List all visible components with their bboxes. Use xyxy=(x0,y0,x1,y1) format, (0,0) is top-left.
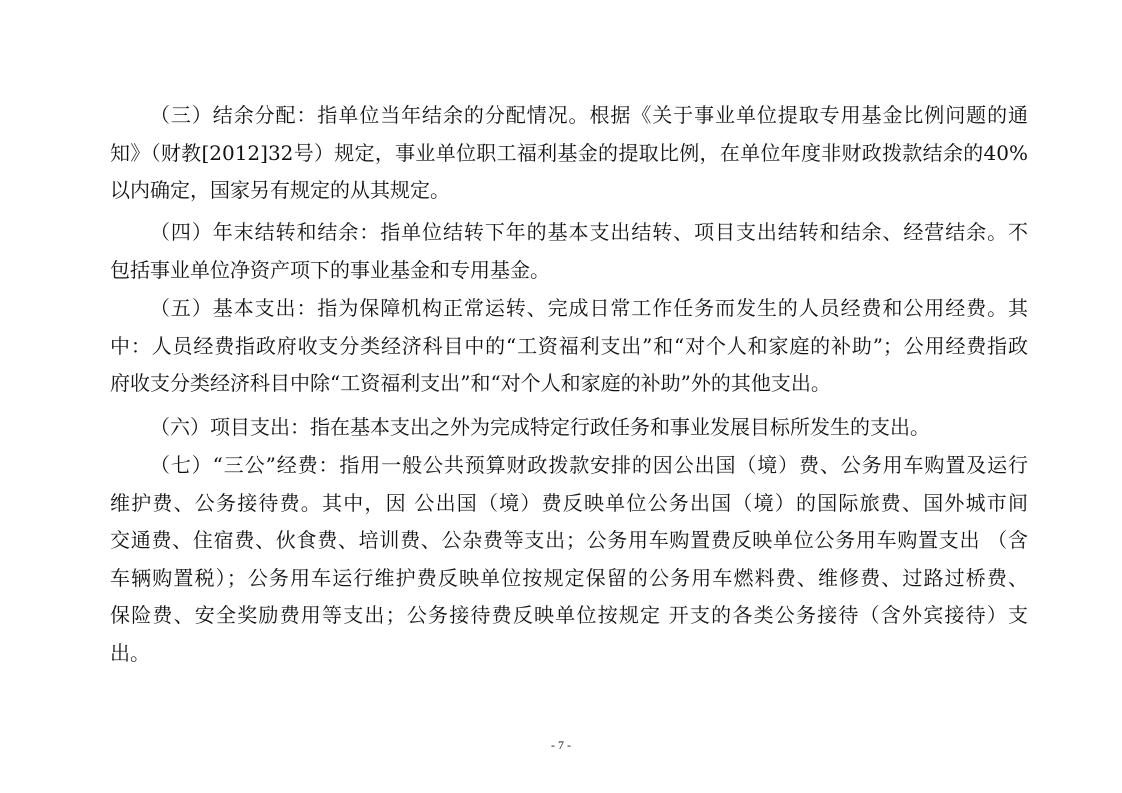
paragraph-three-public-expenses xyxy=(110,447,1028,672)
text-line: 以内确定，国家另有规定的从其规定。 xyxy=(110,178,450,202)
text-line: 中：人员经费指政府收支分类经济科目中的“工资福利支出”和“对个人和家庭的补助”；公用经费指政 xyxy=(110,333,1028,358)
document-body xyxy=(110,97,1028,672)
page-number: - 7 - xyxy=(551,738,571,752)
text-line: 保险费、安全奖励费用等支出；公务接待费反映单位按规定 开支的各类公务接待（含外宾接待）支 xyxy=(110,603,1028,627)
text-line: 知》（财教[2012]32号）规定，事业单位职工福利基金的提取比例，在单位年度非财政拨款结余的40% xyxy=(110,140,1028,165)
text-line: （六）项目支出：指在基本支出之外为完成特定行政任务和事业发展目标所发生的支出。 xyxy=(150,415,930,439)
text-line: （四）年末结转和结余：指单位结转下年的基本支出结转、项目支出结转和结余、经营结余。不 xyxy=(150,220,1028,244)
paragraph-project-expenditure xyxy=(110,409,1028,447)
paragraph-year-end-carryover xyxy=(110,214,1028,289)
paragraph-basic-expenditure xyxy=(110,290,1028,403)
text-line: 出。 xyxy=(110,640,150,665)
text-line: （五）基本支出：指为保障机构正常运转、完成日常工作任务而发生的人员经费和公用经费。其 xyxy=(150,296,1028,320)
text-line: 府收支分类经济科目中除“工资福利支出”和“对个人和家庭的补助”外的其他支出。 xyxy=(110,371,831,395)
text-line: 维护费、公务接待费。其中，因 公出国（境）费反映单位公务出国（境）的国际旅费、国外城市间 xyxy=(110,490,1028,515)
text-line: （三）结余分配：指单位当年结余的分配情况。根据《关于事业单位提取专用基金比例问题的通 xyxy=(150,103,1028,127)
text-line: （七）“三公”经费：指用一般公共预算财政拨款安排的因公出国（境）费、公务用车购置及运行 xyxy=(150,453,1028,477)
text-line: 交通费、住宿费、伙食费、培训费、公杂费等支出；公务用车购置费反映单位公务用车购置支出 （含 xyxy=(110,528,1028,552)
paragraph-surplus-distribution xyxy=(110,97,1028,210)
text-line: 车辆购置税）；公务用车运行维护费反映单位按规定保留的公务用车燃料费、维修费、过路过桥费、 xyxy=(110,565,1028,590)
text-line: 包括事业单位净资产项下的事业基金和专用基金。 xyxy=(110,257,550,282)
